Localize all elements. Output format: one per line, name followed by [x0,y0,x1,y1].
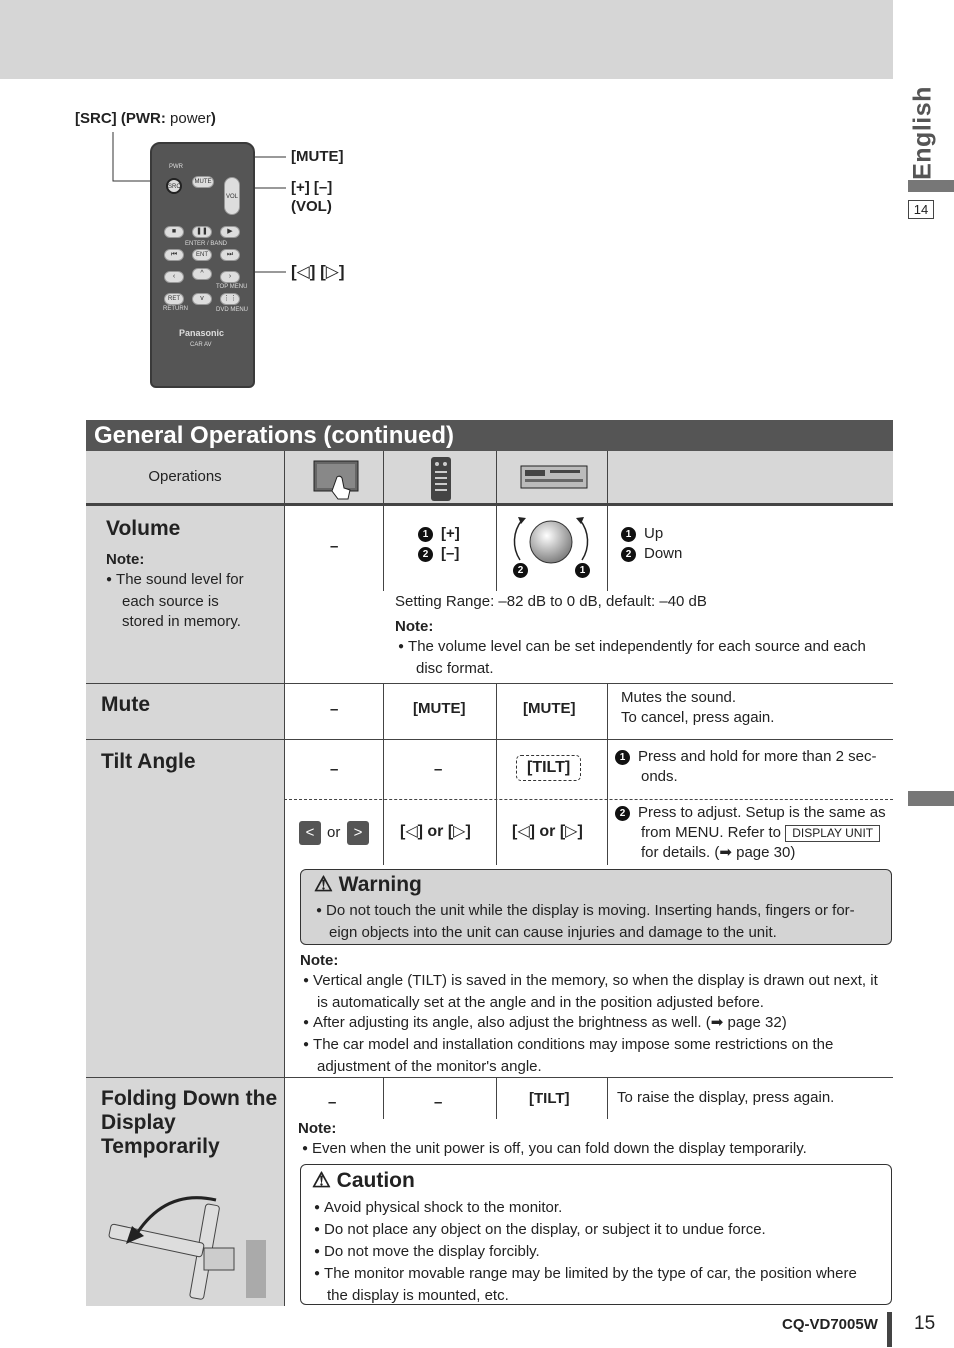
touch-panel-icon [313,459,361,501]
remote-dvd-menu-text: DVD MENU [216,307,249,313]
arrow-keys-label: [◁] [▷] [291,262,345,281]
remote-enter-band-text: ENTER / BAND [185,241,228,247]
remote-src-button: SRC [166,178,182,194]
volume-touch: – [330,538,339,555]
touch-left-arrow-icon: < [299,821,321,845]
remote-down-button: v [192,293,212,305]
caution-title: ⚠ Caution [312,1169,415,1192]
volume-note2: ● The volume level can be set independently for each source and each disc format. [398,637,888,679]
tilt-col-2 [383,739,384,865]
model-number: CQ-VD7005W [782,1316,878,1333]
tilt-touch-or: or [327,824,341,841]
language-tab: English [908,86,937,180]
remote-pwr-text: PWR [169,164,183,170]
volume-note: ● The sound level for each source is stored in memory. [106,570,276,632]
fold-col-4 [607,1077,608,1119]
remote-up-button: ^ [192,268,212,280]
caution-text: ● Avoid physical shock to the monitor. ● Do not place any object on the display, or subject it to undue force. ● Do not move the display forcibly. ● The monitor movable range may be limited by the type of car, the position where the display is mounted, etc. [314,1198,886,1306]
mute-col-3 [496,683,497,739]
main-unit-icon [520,465,588,489]
warning-text: ● Do not touch the unit while the display is moving. Inserting hands, fingers or for- eign objects into the unit can cause injuries and damage to the unit. [316,901,888,943]
remote-vol-button: VOL [224,177,240,215]
tilt-unit-2: [◁] or [▷] [512,823,583,840]
folding-touch: – [328,1094,337,1111]
remote-leader-lines [0,0,954,420]
col-divider-2a [383,451,384,591]
mute-touch: – [330,701,339,718]
language-tab-page: 14 [908,200,934,219]
folding-display-illustration [104,1178,269,1300]
remote-next-button: ⏭ [220,249,240,261]
page-number: 15 [914,1313,936,1334]
mute-col-2 [383,683,384,739]
caution-box [300,1164,892,1305]
remote-pause-button: ❚❚ [192,226,212,238]
remote-stop-button: ■ [164,226,184,238]
remote-top-menu-text: TOP MENU [216,284,248,290]
folding-unit: [TILT] [529,1090,570,1107]
remote-ret-button: RET [164,293,184,305]
col-divider-1 [284,451,285,1306]
tilt-dashed-divider [284,799,893,800]
row-divider-tilt [86,1077,893,1078]
fold-col-3 [496,1077,497,1119]
row-divider-mute [86,739,893,740]
mute-key-label: [MUTE] [291,148,344,165]
warning-title: ⚠ Warning [314,873,422,896]
folding-note-label: Note: [298,1120,337,1137]
folding-title: Folding Down the Display Temporarily [101,1087,278,1158]
tilt-remote-2: [◁] or [▷] [400,823,471,840]
col-divider-3a [496,451,497,591]
remote-return-text: RETURN [163,306,188,312]
operations-header: Operations [148,468,222,485]
volume-result: 1 Up 2 Down [621,524,682,564]
remote-left-button: ‹ [164,271,184,283]
warning-box [300,869,892,945]
tilt-note-label: Note: [300,952,339,969]
vol-key-label: [+] [–] (VOL) [291,179,333,215]
section-title: General Operations (continued) [86,420,893,451]
folding-result: To raise the display, press again. [617,1089,835,1106]
volume-note2-label: Note: [395,618,434,635]
remote-prev-button: ⏮ [164,249,184,261]
warning-icon: ⚠ [314,873,333,896]
folding-note: ● Even when the unit power is off, you can fold down the display temporarily. [302,1139,807,1161]
volume-note-label: Note: [106,551,145,568]
volume-remote: 1 [+] 2 [–] [418,524,460,564]
volume-title: Volume [106,517,181,540]
mute-remote: [MUTE] [413,700,466,717]
tilt-title: Tilt Angle [101,750,196,773]
mute-unit: [MUTE] [523,700,576,717]
tilt-col-3 [496,739,497,865]
remote-menu-button: ⋮⋮ [220,293,240,305]
tilt-notes: ● Vertical angle (TILT) is saved in the memory, so when the display is drawn out next, it is automatically set at the angle and in the position adjusted before. ● After adjusting its angle, also adjust the brightness as well. (➡ page 32) ● The car model and installation conditions may impose some restrictions on the adjustment of the monitor's angle. [303,971,893,1077]
volume-range: Setting Range: –82 dB to 0 dB, default: –40 dB [395,593,707,610]
remote-right-button: › [220,271,240,283]
remote-play-button: ▶ [220,226,240,238]
remote-mute-button: MUTE [192,176,214,188]
tilt-remote: – [434,761,443,778]
tilt-col-4 [607,739,608,865]
row-divider-volume [86,683,893,684]
col-divider-4a [607,451,608,591]
remote-ent-button: ENT [192,249,212,261]
folding-remote: – [434,1094,443,1111]
mute-col-4 [607,683,608,739]
tilt-result-1: 1 Press and hold for more than 2 sec- onds. [615,747,890,787]
tilt-result-2: 2 Press to adjust. Setup is the same as from MENU. Refer to DISPLAY UNIT for details. (➡ page 30) [615,803,893,863]
touch-right-arrow-icon: > [347,821,369,845]
display-unit-box: DISPLAY UNIT [785,825,880,842]
fold-col-2 [383,1077,384,1119]
mute-title: Mute [101,693,150,716]
tilt-touch: – [330,761,339,778]
caution-icon: ⚠ [312,1169,331,1192]
remote-control-illustration [150,142,255,388]
remote-car-av: CAR AV [190,342,212,348]
tilt-unit: [TILT] [516,755,581,781]
remote-icon [431,457,451,501]
mute-result: Mutes the sound. To cancel, press again. [621,689,775,726]
side-marker-bar [908,791,954,806]
remote-brand: Panasonic [179,328,225,338]
footer-bar [887,1312,892,1347]
src-key-label: [SRC] (PWR: power) [75,110,216,127]
volume-knob-icon: 2 1 [508,512,598,584]
